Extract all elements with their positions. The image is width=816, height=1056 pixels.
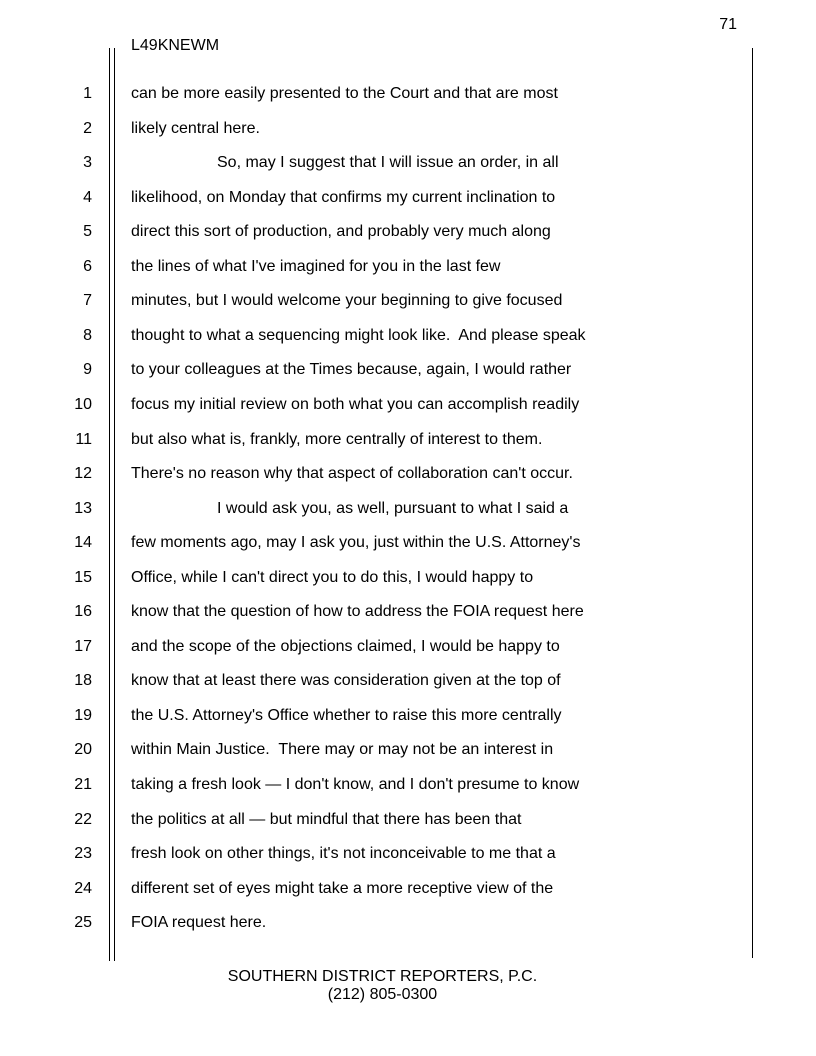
transcript-line	[0, 844, 816, 878]
line-text: So, may I suggest that I will issue an order, in all	[217, 154, 559, 172]
line-number: 2	[83, 119, 92, 137]
line-number: 12	[74, 465, 92, 482]
transcript-line	[0, 740, 816, 774]
line-number: 6	[83, 257, 92, 275]
line-text: Office, while I can't direct you to do this, I would happy to	[131, 568, 534, 586]
transcript-line	[0, 568, 816, 602]
line-text: know that at least there was consideration given at the top of	[131, 672, 561, 690]
line-text: know that the question of how to address the FOIA request here	[131, 603, 584, 621]
transcript-line	[0, 153, 816, 187]
transcript-line	[0, 257, 816, 291]
transcript-line	[0, 637, 816, 671]
line-text: the U.S. Attorney's Office whether to raise this more centrally	[131, 706, 562, 724]
line-text: fresh look on other things, it's not inconceivable to me that a	[131, 845, 556, 863]
line-text: direct this sort of production, and probably very much along	[131, 223, 551, 241]
transcript-line	[0, 84, 816, 118]
line-number: 22	[74, 810, 92, 828]
transcript-line	[0, 430, 816, 464]
transcript-line	[0, 188, 816, 222]
transcript-line	[0, 499, 816, 533]
line-number: 10	[74, 395, 92, 413]
transcript-line	[0, 222, 816, 256]
line-text: focus my initial review on both what you can accomplish readily	[131, 395, 580, 413]
line-text: thought to what a sequencing might look like. And please speak	[131, 326, 586, 344]
line-number: 20	[74, 741, 92, 759]
line-text: There's no reason why that aspect of collaboration can't occur.	[131, 465, 573, 482]
line-number: 19	[74, 706, 92, 724]
transcript-line	[0, 326, 816, 360]
line-number: 21	[74, 776, 92, 793]
line-text: FOIA request here.	[131, 914, 267, 932]
line-text: can be more easily presented to the Court and that are most	[131, 85, 558, 102]
line-number: 15	[74, 568, 92, 586]
line-number: 17	[74, 637, 92, 655]
transcript-line	[0, 602, 816, 636]
transcript-line	[0, 671, 816, 705]
line-number: 13	[74, 499, 92, 517]
page-footer	[0, 968, 765, 1004]
transcript-line	[0, 360, 816, 394]
line-text: the lines of what I've imagined for you in the last few	[131, 257, 501, 275]
line-text: I would ask you, as well, pursuant to what I said a	[217, 499, 569, 517]
transcript-line	[0, 706, 816, 740]
transcript-line	[0, 810, 816, 844]
transcript-line	[0, 291, 816, 325]
line-text: few moments ago, may I ask you, just within the U.S. Attorney's	[131, 534, 581, 552]
line-number: 8	[83, 326, 92, 344]
page-number: 71	[719, 16, 737, 33]
line-number: 14	[74, 534, 92, 552]
line-number: 24	[74, 879, 92, 897]
line-number: 7	[83, 292, 92, 310]
line-text: within Main Justice. There may or may not be an interest in	[131, 741, 554, 759]
transcript-line	[0, 913, 816, 947]
line-text: likely central here.	[131, 119, 260, 137]
line-number: 11	[75, 430, 92, 448]
line-text: but also what is, frankly, more centrally of interest to them.	[131, 430, 543, 448]
line-text: taking a fresh look — I don't know, and I don't presume to know	[131, 776, 580, 793]
transcript-line	[0, 879, 816, 913]
transcript-line	[0, 119, 816, 153]
line-text: and the scope of the objections claimed, I would be happy to	[131, 637, 560, 655]
line-number: 23	[74, 845, 92, 863]
reporter-name: SOUTHERN DISTRICT REPORTERS, P.C.	[227, 968, 538, 985]
case-id: L49KNEWM	[131, 37, 220, 54]
line-text: to your colleagues at the Times because, again, I would rather	[131, 361, 572, 379]
line-text: different set of eyes might take a more receptive view of the	[131, 879, 554, 897]
line-number: 18	[74, 672, 92, 690]
line-text: minutes, but I would welcome your beginning to give focused	[131, 292, 563, 310]
line-number: 9	[83, 361, 92, 379]
line-number: 25	[74, 914, 92, 932]
line-number: 5	[83, 223, 92, 241]
line-number: 3	[83, 154, 92, 172]
transcript-line	[0, 775, 816, 809]
transcript-line	[0, 533, 816, 567]
line-text: likelihood, on Monday that confirms my current inclination to	[131, 188, 556, 206]
line-number: 4	[83, 188, 92, 206]
line-text: the politics at all — but mindful that there has been that	[131, 810, 522, 828]
line-number: 16	[74, 603, 92, 621]
transcript-line	[0, 464, 816, 498]
transcript-line	[0, 395, 816, 429]
line-number: 1	[83, 85, 92, 102]
reporter-phone: (212) 805-0300	[327, 986, 438, 1003]
